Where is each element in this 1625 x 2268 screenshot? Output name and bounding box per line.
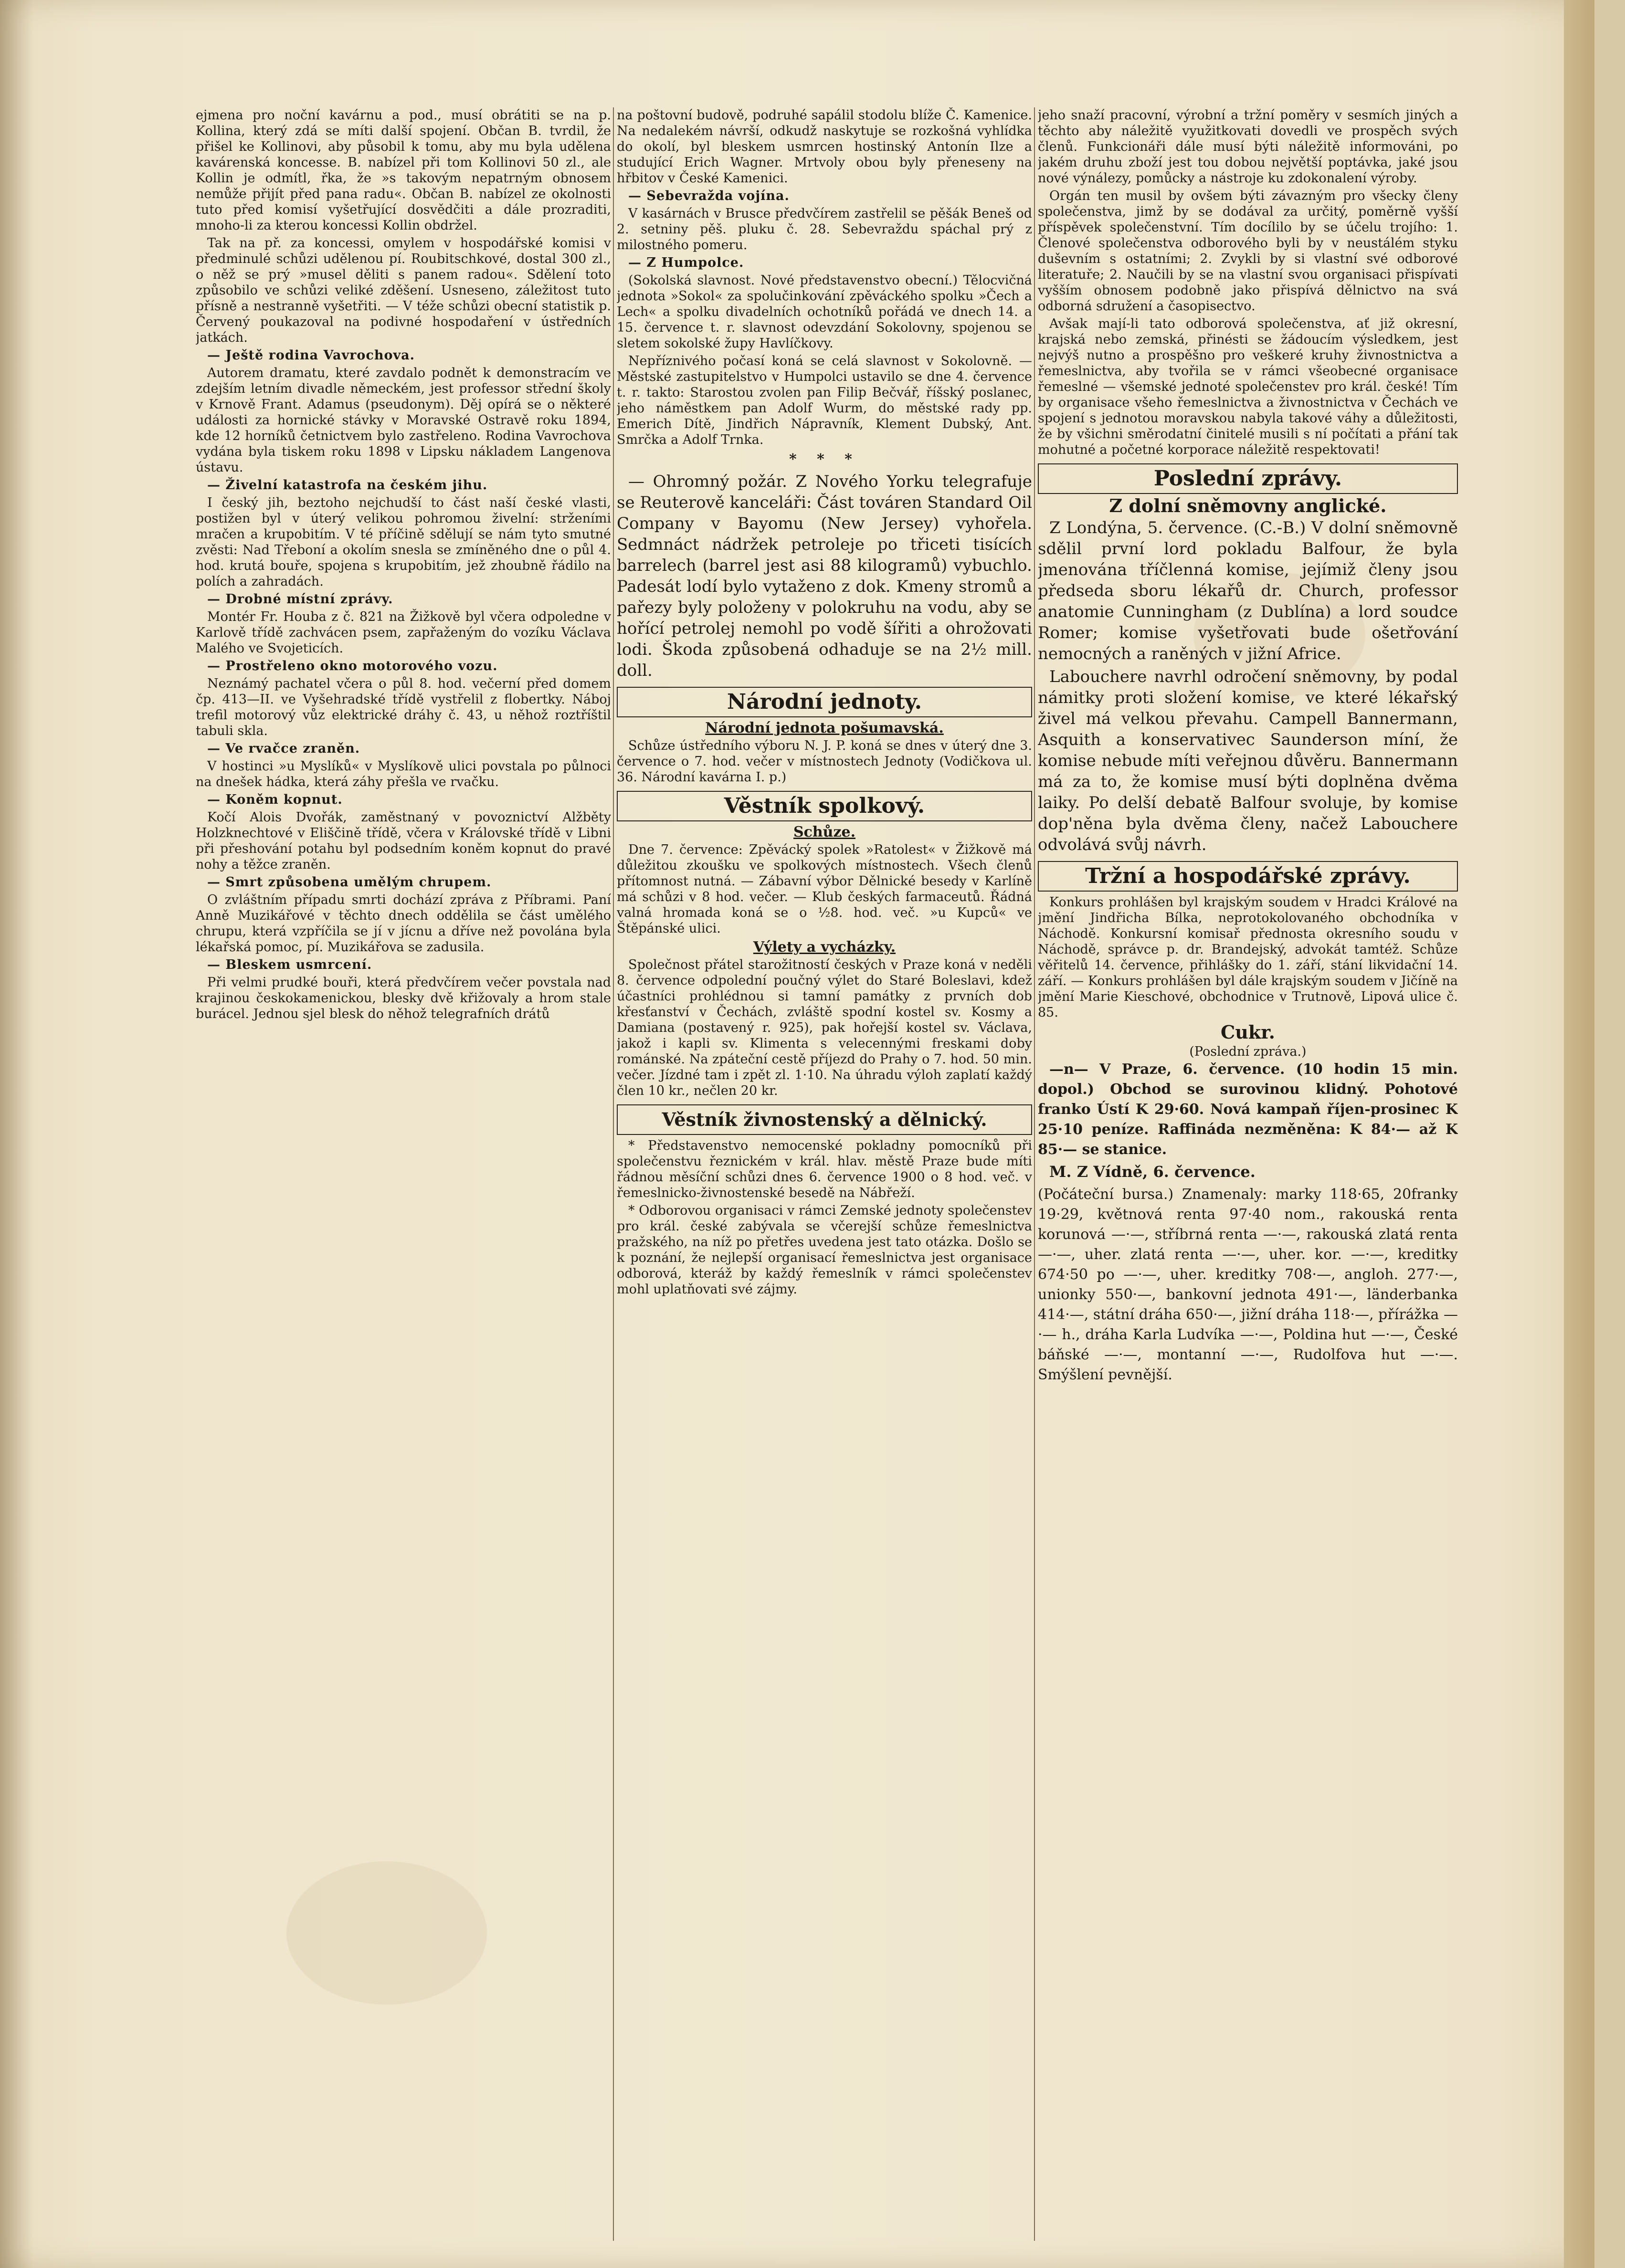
- section-box-trzni-zpravy: Tržní a hospodářské zprávy.: [1038, 861, 1458, 892]
- lead-article-fire: — Ohromný požár. Z Nového Yorku telegrafuje se Reuterově kanceláři: Část továren Standard Oil Company v Bayomu (New Jersey) vyhořela. Sedmnáct nádržek petroleje po třiceti tisících barrelech (barrel jest asi 88 kilogramů) vybuchlo. Padesát lodí bylo vytaženo z dok. Kmeny stromů a pařezy byly položeny v polokruhu na vodu, aby se hořící petrolej nemohl po vodě šířiti a ohrožovati lodi. Škoda způsobená odhaduje se na 2½ mill. doll.: [617, 472, 1032, 680]
- section-box-vestnik-spolkovy: Věstník spolkový.: [617, 791, 1032, 821]
- market-report-sugar: —n— V Praze, 6. července. (10 hodin 15 min. dopol.) Obchod se surovinou klidný. Pohotové franko Ústí K 29·60. Nová kampaň říjen-prosinec K 25·10 peníze. Raffináda nezměněna: K 84·— až K 85·— se stanice.: [1038, 1061, 1458, 1158]
- article-heading: — Živelní katastrofa na českém jihu.: [207, 478, 488, 493]
- article-paragraph: * Odborovou organisaci v rámci Zemské jednoty společenstev pro král. české zabývala se včerejší schůze řemeslnictva pražského, na níž po přetřes uvedena jest tato otázka. Došlo se k poznání, že nejlepší organisací řemeslnictva jest organisace odborová, kteráž by každý řemeslník v rámci společenstev mohl uplatňovati své zájmy.: [617, 1203, 1032, 1297]
- article-paragraph: (Sokolská slavnost. Nové představenstvo obecní.) Tělocvičná jednota »Sokol« za spolučinkování zpěváckého spolku »Čech a Lech« a spolku divadelních ochotníků pořádá ve dnech 14. a 15. července t. r. slavnost odevzdání Sokolovny, spojenou se sletem sokolské župy Havlíčkovy.: [617, 273, 1032, 351]
- article-heading: — Bleskem usmrcení.: [207, 957, 372, 972]
- section-separator-stars: * * *: [789, 451, 860, 468]
- article-paragraph: ejmena pro noční kavárnu a pod., musí obrátiti se na p. Kollina, který zdá se míti další spojení. Občan B. tvrdil, že přišel ke Kollinovi, aby působil k tomu, aby mu byla udělena kavárenská koncesse. B. nabízel při tom Kollinovi 50 zl., ale Kollin je odmítl, řka, že »s takovým nepatrným obnosem nemůže přijít před pana radu«. Občan B. nabízel ze okolnosti tuto před komisí vyšetřující dosvědčiti a dále prozraditi, mnoho-li za kterou koncessi Kollin obdržel.: [196, 108, 611, 233]
- article-paragraph: na poštovní budově, podruhé sapálil stodolu blíže Č. Kamenice. Na nedalekém návrší, odkudž naskytuje se rozkošná vyhlídka do okolí, byl bleskem usmrcen hostinský Antonín Ilze a studující Erich Wagner. Mrtvoly obou byly přeneseny na hřbitov v České Kamenici.: [617, 108, 1032, 186]
- section-box-narodni-jednoty: Národní jednoty.: [617, 687, 1032, 717]
- article-paragraph: O zvláštním případu smrti dochází zpráva z Příbrami. Paní Anně Muzikářové v těchto dnech oddělila se část umělého chrupu, která vzpříčila se jí v jícnu a dříve než povolána byla lékařská pomoc, pí. Muzikářova se zadusila.: [196, 892, 611, 955]
- article-heading: — Prostřeleno okno motorového vozu.: [207, 659, 498, 673]
- article-heading: — Sebevražda vojína.: [628, 189, 790, 203]
- column-rule-1: [613, 107, 614, 2241]
- article-paragraph: Tak na př. za koncessi, omylem v hospodářské komisi v předminulé schůzi udělenou pí. Roubitschkové, dostal 300 zl., o něž se prý »musel děliti s panem radou«. Sdělení toto způsobilo ve schůzi veliké zděšení. Usneseno, záležitost tuto přísně a nestranně vyšetřiti. — V téže schůzi obecní statistik p. Červený poukazoval na podivné hospodaření v ústředních jatkách.: [196, 236, 611, 345]
- article-paragraph: Autorem dramatu, které zavdalo podnět k demonstracím ve zdejším letním divadle německém, jest professor střední školy v Krnově Frant. Adamus (pseudonym). Děj opírá se o některé události za hornické stávky v Moravské Ostravě roku 1894, kde 12 horníků četnictvem bylo zastřeleno. Rodina Vavrochova vydána byla tiskem roku 1898 v Lipsku nákladem Langenova ústavu.: [196, 366, 611, 475]
- article-paragraph: V kasárnách v Brusce předvčírem zastřelil se pěšák Beneš od 2. setniny pěš. pluku č. 28. Sebevraždu spáchal prý z milostného pomeru.: [617, 206, 1032, 252]
- article-heading: — Z Humpolce.: [628, 255, 744, 270]
- article-paragraph: Labouchere navrhl odročení sněmovny, by podal námitky proti složení komise, ve které lékařský živel má velkou převahu. Campell Bannermann, Asquith a konservativec Saunderson míní, že komise nebude míti veřejnou důvěru. Bannermann má za to, že komise musí býti doplněna dvěma laiky. Po delší debatě Balfour svoluje, by komise dop'něna byla dvěma členy, načež Labouchere odvolává svůj návrh.: [1038, 667, 1458, 854]
- column-1: [196, 107, 611, 2241]
- column-3: [1038, 107, 1458, 2241]
- article-heading: — Drobné místní zprávy.: [207, 592, 393, 607]
- article-paragraph: I český jih, beztoho nejchudší to část naší české vlasti, postižen byl v úterý velikou pohromou živelní: strženími mračen a krupobitím. V té příčině sdělují se nám tyto smutné zvěsti: Nad Třeboní a okolím snesla se zmíněného dne o půl 4. hod. krutá bouře, spojena s krupobitím, jež zhoubně řádilo na polích a zahradách.: [196, 495, 611, 589]
- article-paragraph: Neznámý pachatel včera o půl 8. hod. večerní před domem čp. 413—II. ve Vyšehradské třídě vystřelil z flobertky. Náboj trefil motorový vůz elektrické dráhy č. 43, u něhož roztříštil tabuli skla.: [196, 676, 611, 738]
- section-box-vestnik-zivnostensky: Věstník živnostenský a dělnický.: [617, 1104, 1032, 1135]
- article-paragraph: Kočí Alois Dvořák, zaměstnaný v povoznictví Alžběty Holzknechtové v Eliščině třídě, včera v Královské třídě v Libni při přeshování potahu byl podsedním koněm kopnut do pravé nohy a těžce zraněn.: [196, 810, 611, 872]
- article-heading: — Koněm kopnut.: [207, 792, 343, 807]
- column-rule-2: [1034, 107, 1035, 2241]
- article-paragraph: jeho snaží pracovní, výrobní a tržní poměry v sesmích jiných a těchto aby náležitě využitkovati dovedli ve prospěch svých členů. Funkcionáři dále musí býti náležitě informováni, po jakém druhu zboží jest tou dobou největší poptávka, jaké jsou nové výnálezy, pomůcky a nástroje ku zdokonalení výroby.: [1038, 108, 1458, 186]
- subsection-heading: Z dolní sněmovny anglické.: [1109, 495, 1387, 516]
- article-heading: — Ještě rodina Vavrochova.: [207, 348, 415, 363]
- article-paragraph: Avšak mají-li tato odborová společenstva, ať již okresní, krajská nebo zemská, přinésti se žádoucím výsledkem, jest nejvýš nutno a prospěšno pro veškeré kruhy živnostnictva a řemeslnictva, aby tvořila se v rámci všeobecné organisace řemeslné — všemské jednoté společenstev pro král. české! Tím by organisace všeho řemeslnictva a živnostnictva v Čechách ve spojení s jednotou moravskou nabyla takové váhy a důležitosti, že by všichni směrodatní činitelé musili s ní počítati a přání tak mohutné a početné korporace náležitě respektovati!: [1038, 316, 1458, 457]
- subsection-note: (Poslední zpráva.): [1189, 1044, 1307, 1059]
- subsection-heading: Výlety a vycházky.: [753, 939, 896, 956]
- page-fold-shadow: [0, 0, 33, 2268]
- section-box-posledni-zpravy: Poslední zprávy.: [1038, 463, 1458, 494]
- article-paragraph: Při velmi prudké bouři, která předvčírem večer povstala nad krajinou českokamenickou, blesky dvě křižovaly a hrom stale burácel. Jednou sjel blesk do něhož telegrafních drátů: [196, 975, 611, 1021]
- subsection-heading: Národní jednota pošumavská.: [705, 720, 944, 736]
- article-paragraph: Orgán ten musil by ovšem býti závazným pro všecky členy společenstva, jimž by se dodával za určitý, poměrně vyšší příspěvek společenstvní. Tím docílilo by se účelu trojího: 1. Členové společenstva odborového byli by v neustálém styku duševním s ostatními; 2. Zvykli by si vlastní své odborové literatuře; 2. Naučili by se na vlastní svou organisaci přispívati vyšším obnosem podobně jako přispívá dělnictvo na svá odborná sdružení a časopisectvo.: [1038, 189, 1458, 314]
- article-paragraph: Společnost přátel starožitností českých v Praze koná v neděli 8. července odpolední poučný výlet do Staré Boleslavi, kdež účastníci prohlédnou si tamní památky z prvních dob křesťanství v Čechách, zvláště spodní kostel sv. Kosmy a Damiana (postavený r. 925), pak hořejší kostel sv. Václava, jakož i kapli sv. Klimenta s velecennými freskami doby románské. Na zpáteční cestě příjezd do Prahy o 7. hod. 50 min. večer. Jízdné tam i zpět zl. 1·10. Na úhradu výloh zaplatí každý člen 10 kr., nečlen 20 kr.: [617, 957, 1032, 1098]
- article-paragraph: Montér Fr. Houba z č. 821 na Žižkově byl včera odpoledne v Karlově třídě zachvácen psem, zapřaženým do vozíku Václava Malého ve Svojeticích.: [196, 609, 611, 656]
- article-heading: — Ve rvačce zraněn.: [207, 741, 360, 756]
- subsection-heading-cukr: Cukr.: [1221, 1021, 1275, 1043]
- market-report-heading: [1038, 1162, 1458, 1183]
- page-edge: [1564, 0, 1594, 2268]
- article-paragraph: Nepříznivého počasí koná se celá slavnost v Sokolovně. — Městské zastupitelstvo v Humpolci ustavilo se dne 4. července t. r. takto: Starostou zvolen pan Filip Bečvář, říšský poslanec, jeho náměstkem pan Adolf Wurm, do městské rady pp. Emerich Dítě, Jindřich Nápravník, Klement Dubský, Ant. Smrčka a Adolf Trnka.: [617, 354, 1032, 447]
- article-paragraph: Schůze ústředního výboru N. J. P. koná se dnes v úterý dne 3. července o 7. hod. večer v místnostech Jednoty (Vodičkova ul. 36. Národní kavárna I. p.): [617, 738, 1032, 785]
- article-paragraph: V hostinci »u Myslíků« v Myslíkově ulici povstala po půlnoci na dnešek hádka, která záhy přešla ve rvačku.: [196, 759, 611, 789]
- article-paragraph: * Představenstvo nemocenské pokladny pomocníků při společenstvu řeznickém v král. hlav. městě Praze bude míti řádnou měsíční schůzi dnes 6. července 1900 o 8 hod. več. v řemeslnicko-živnostenské besedě na Nábřeží.: [617, 1138, 1032, 1200]
- market-report-vienna: (Počáteční bursa.) Znamenaly: marky 118·65, 20franky 19·29, květnová renta 97·40 nom., rakouská renta korunová —·—, stříbrná renta —·—, rakouská zlatá renta —·—, uher. zlatá renta —·—, uher. kor. —·—, kreditky 674·50 po —·—, uher. kreditky 708·—, angloh. 277·—, unionky 550·—, bankovní jednota 491·—, länderbanka 414·—, státní dráha 650·—, jižní dráha 118·—, přírážka —·— h., dráha Karla Ludvíka —·—, Poldina hut —·—, České báňské —·—, montanní —·—, Rudolfova hut —·—. Smýšlení pevnější.: [1038, 1186, 1458, 1383]
- article-paragraph: Dne 7. července: Zpěvácký spolek »Ratolest« v Žižkově má důležitou zkoušku ve spolkových místnostech. Všech členů přítomnost nutná. — Zábavní výbor Dělnické besedy v Karlíně má schůzi v 8 hod. večer. — Klub českých farmaceutů. Řádná valná hromada koná se o ½8. hod. več. »u Kupců« ve Štěpánské ulici.: [617, 842, 1032, 936]
- subsection-heading: Schůze.: [793, 824, 856, 840]
- market-report-city: M. Z Vídně, 6. července.: [1049, 1163, 1256, 1181]
- article-heading: — Smrt způsobena umělým chrupem.: [207, 875, 492, 890]
- article-paragraph: Z Londýna, 5. července. (C.-B.) V dolní sněmovně sdělil první lord pokladu Balfour, že byla jmenována tříčlenná komise, jejímiž členy jsou předseda sboru lékařů dr. Church, professor anatomie Cunningham (z Dublína) a lord soudce Romer; komise vyšetřovati bude ošetřování nemocných a raněných v jižní Africe.: [1038, 518, 1458, 663]
- article-paragraph: Konkurs prohlášen byl krajským soudem v Hradci Králové na jmění Jindřicha Bílka, neprotokolovaného obchodníka v Náchodě. Konkursní komisař přednosta okresního soudu v Náchodě, správce p. dr. Brandejský, advokát tamtéž. Schůze věřitelů 14. července, přihlášky do 1. září, stání likvidační 14. září. — Konkurs prohlášen byl dále krajským soudem v Jičíně na jmění Marie Kieschové, obchodnice v Trutnově, Lipová ulice č. 85.: [1038, 895, 1458, 1020]
- column-2: [617, 107, 1032, 2241]
